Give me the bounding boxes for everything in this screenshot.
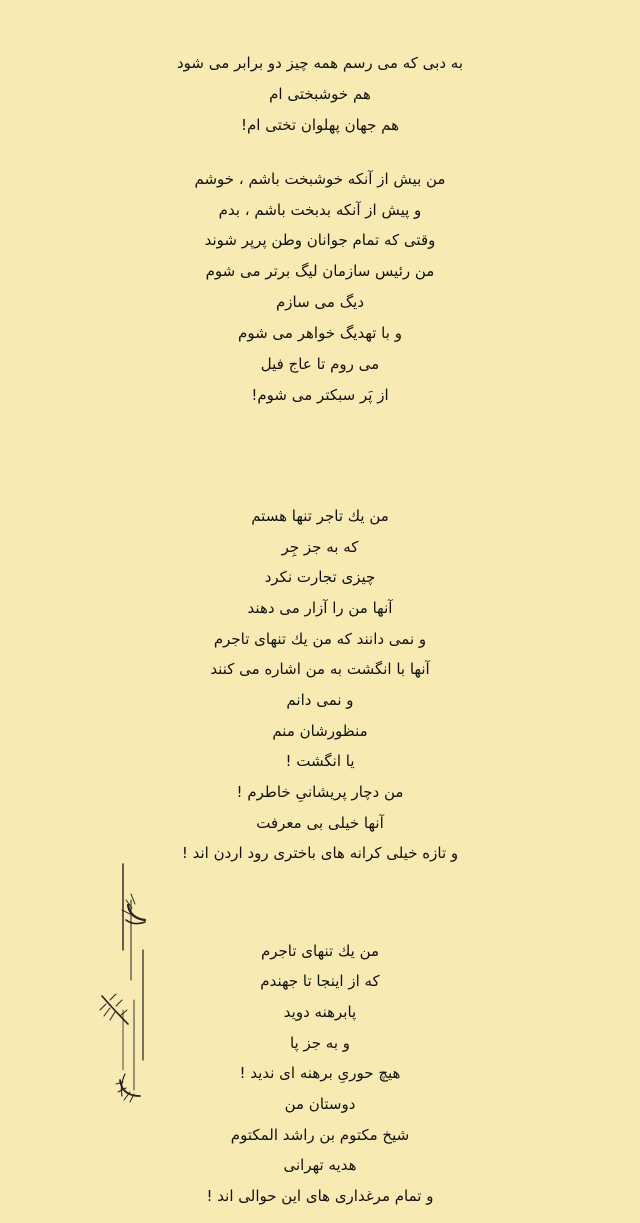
poem-line: و به جز پا xyxy=(289,1034,351,1052)
grass-sprig-ornament-icon xyxy=(90,860,160,1120)
poem-line: پابرهنه دوید xyxy=(283,1003,357,1021)
poem-line: و با تهدیگ خواهر می شوم xyxy=(238,324,402,342)
poem-line: هدیه تهرانی xyxy=(283,1156,357,1174)
poem-line: منظورشان منم xyxy=(272,722,368,740)
poem-line: من یك تنهای تاجرم xyxy=(260,942,380,960)
poem-line: من یك تاجر تنها هستم xyxy=(251,507,389,525)
poem-line: من بیش از آنکه خوشبخت باشم ، خوشم xyxy=(194,170,446,188)
poem-line: دیگ می سازم xyxy=(275,293,365,311)
poem-line: و تمام مرغداری های این حوالی اند ! xyxy=(206,1187,434,1205)
poem-line: می روم تا عاج فیل xyxy=(260,355,380,373)
poem-line: من دچار پریشانیِ خاطرم ! xyxy=(236,783,404,801)
poem-line: هم جهان پهلوان تختی ام! xyxy=(240,116,400,134)
poem-line: هم خوشبختی ام xyxy=(269,85,371,103)
poem-line: آنها خیلی بی معرفت xyxy=(256,814,384,832)
poem-line: هیچ حوریِ برهنه ای ندید ! xyxy=(239,1064,401,1082)
poem-line: دوستان من xyxy=(284,1095,356,1113)
poem-line: آنها من را آزار می دهند xyxy=(247,599,393,617)
poem-line: که از اینجا تا جهندم xyxy=(260,972,380,990)
poem-line: شیخ مکتوم بن راشد المکتوم xyxy=(230,1126,410,1144)
poem-line: وقتی که تمام جوانان وطن پرپر شوند xyxy=(204,231,436,249)
poem-line: و نمی دانند که من یك تنهای تاجرم xyxy=(213,630,427,648)
poem-line: و پیش از آنکه بدبخت باشم ، بدم xyxy=(218,201,422,219)
poem-line: و تازه خیلی کرانه های باختری رود اردن اند ! xyxy=(181,844,459,862)
poem-line: چیزی تجارت نکرد xyxy=(264,568,376,586)
poem-line: یا انگشت ! xyxy=(285,752,355,770)
poem-line: من رئیس سازمان لیگ برتر می شوم xyxy=(205,262,435,280)
poem-line: از پَر سبکتر می شوم! xyxy=(251,386,389,404)
poem-line: به دبی که می رسم همه چیز دو برابر می شود xyxy=(177,54,463,72)
poem-line: و نمی دانم xyxy=(286,691,354,709)
poem-line: آنها با انگشت به من اشاره می کنند xyxy=(210,660,430,678)
poem-line: که به جز جِر xyxy=(281,538,359,556)
